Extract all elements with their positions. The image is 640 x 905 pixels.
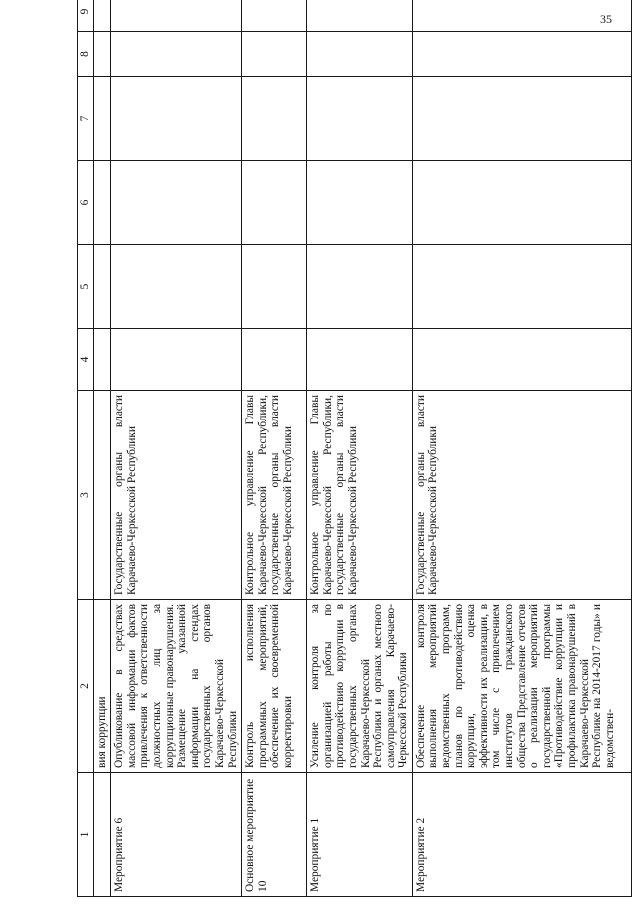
empty-cell: [242, 161, 307, 245]
empty-cell: [93, 391, 111, 600]
header-cell: 5: [78, 245, 94, 329]
empty-cell: [307, 32, 413, 77]
measure-cell: Мероприятие 6: [111, 773, 242, 897]
header-cell: 8: [78, 32, 94, 77]
measure-cell: Мероприятие 2: [412, 773, 631, 897]
executor-cell: Контрольное управление Главы Карачаево-Черкесской Республики, государственные органы власти Карачаево-Черкесской Республики: [242, 391, 307, 600]
continuation-text: вия коррупции: [93, 600, 111, 773]
empty-cell: [93, 773, 111, 897]
empty-cell: [111, 77, 242, 161]
empty-cell: [412, 245, 631, 329]
empty-cell: [412, 32, 631, 77]
empty-cell: [93, 245, 111, 329]
header-cell: 3: [78, 391, 94, 600]
executor-cell: Контрольное управление Главы Карачаево-Черкесской Республики, государственные органы власти Карачаево-Черкесской Республики: [307, 391, 413, 600]
measure-cell: Мероприятие 1: [307, 773, 413, 897]
table-row: [412, 0, 631, 897]
empty-cell: [93, 329, 111, 391]
empty-cell: [307, 0, 413, 32]
header-cell: 6: [78, 161, 94, 245]
empty-cell: [412, 161, 631, 245]
empty-cell: [307, 77, 413, 161]
empty-cell: [307, 329, 413, 391]
empty-cell: [111, 161, 242, 245]
empty-cell: [93, 77, 111, 161]
empty-cell: [93, 32, 111, 77]
empty-cell: [412, 329, 631, 391]
description-cell: Опубликование в средствах массовой информации фактов привлечения к ответственности должностных лиц за коррупционные правонарушения. Размещение указанной информации на стендах государственных органов Карачаево-Черкесской Республики: [111, 600, 242, 773]
empty-cell: [242, 32, 307, 77]
header-cell: 7: [78, 77, 94, 161]
header-cell: 1: [78, 773, 94, 897]
table-row: [307, 0, 413, 897]
empty-cell: [242, 0, 307, 32]
description-cell: Усиление контроля за организацией работы по противодействию коррупции в государственных органах Карачаево-Черкесской Республики и органах местного самоуправления Карачаево-Черкесской Республики: [307, 600, 413, 773]
header-row: [78, 0, 94, 897]
empty-cell: [242, 245, 307, 329]
empty-cell: [307, 161, 413, 245]
table-row: [111, 0, 242, 897]
program-measures-table: [77, 0, 632, 897]
empty-cell: [111, 32, 242, 77]
empty-cell: [111, 329, 242, 391]
empty-cell: [111, 0, 242, 32]
continuation-row: [93, 0, 111, 897]
page-number: 35: [600, 12, 612, 26]
header-cell: 4: [78, 329, 94, 391]
empty-cell: [242, 77, 307, 161]
empty-cell: [412, 0, 631, 32]
empty-cell: [93, 0, 111, 32]
header-cell: 9: [78, 0, 94, 32]
executor-cell: Государственные органы власти Карачаево-Черкесской Республики: [412, 391, 631, 600]
table-row: [242, 0, 307, 897]
rotated-table-sheet: [77, 0, 632, 897]
measure-cell: Основное мероприятие 10: [242, 773, 307, 897]
executor-cell: Государственные органы власти Карачаево-Черкесской Республики: [111, 391, 242, 600]
header-cell: 2: [78, 600, 94, 773]
empty-cell: [412, 77, 631, 161]
description-cell: Обеспечение контроля выполнения мероприятий ведомственных программ, планов по противодействию коррупции, оценка эффективности их реализации, в том числе с привлечением институтов гражданского общества Представление отчетов о реализации мероприятий государственной программы «Противодействие коррупции и профилактика правонарушений в Карачаево-Черкесской Республике на 2014-2017 годы» и ведомствен-: [412, 600, 631, 773]
empty-cell: [93, 161, 111, 245]
empty-cell: [307, 245, 413, 329]
description-cell: Контроль исполнения программных мероприятий, обеспечение их своевременной корректировки: [242, 600, 307, 773]
empty-cell: [242, 329, 307, 391]
empty-cell: [111, 245, 242, 329]
